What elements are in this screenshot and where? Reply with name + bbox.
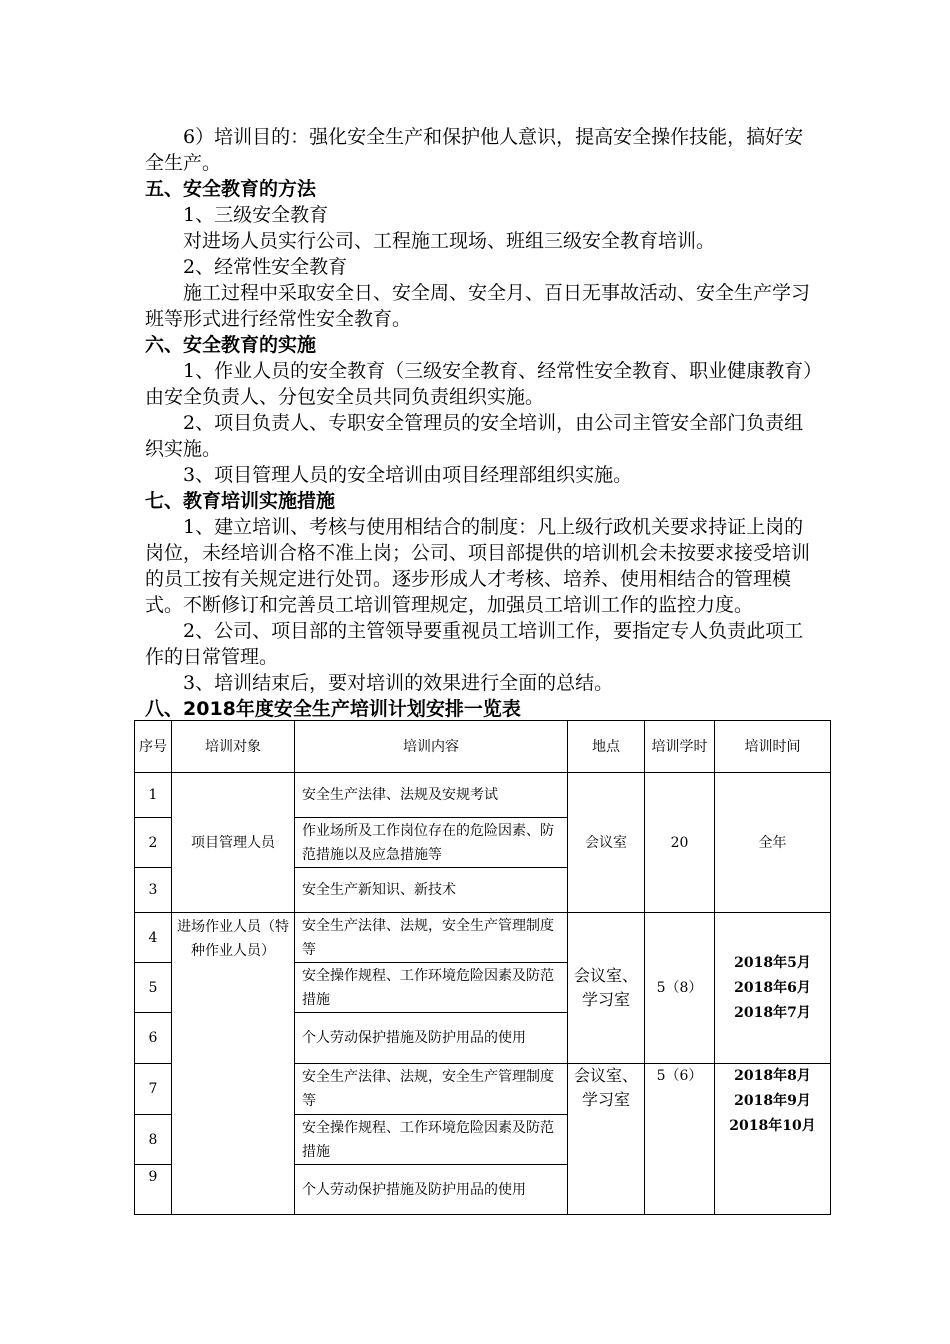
header-no: 序号 xyxy=(135,721,172,773)
header-target: 培训对象 xyxy=(172,721,295,773)
content-cell: 安全生产新知识、新技术 xyxy=(295,868,568,913)
row-no: 2 xyxy=(135,818,172,868)
row-no: 1 xyxy=(135,773,172,818)
paragraph-6-2: 2、项目负责人、专职安全管理员的安全培训，由公司主管安全部门负责组织实施。 xyxy=(145,412,804,460)
content-cell: 安全生产法律、法规及安规考试 xyxy=(295,773,568,818)
paragraph-7-1: 1、建立培训、考核与使用相结合的制度：凡上级行政机关要求持证上岗的岗位，未经培训合格不准上岗；公司、项目部提供的培训机会未按要求接受培训的员工按有关规定进行处罚。逐步形成人才考核、培养、使用相结合的管理模式。不断修订和完善员工培训管理规定，加强员工培训工作的监控力度。 xyxy=(145,516,811,616)
time-line: 2018年5月 xyxy=(734,954,811,971)
header-place: 地点 xyxy=(568,721,645,773)
paragraph-6-1: 1、作业人员的安全教育（三级安全教育、经常性安全教育、职业健康教育）由安全负责人、分包安全员共同负责组织实施。 xyxy=(145,360,813,408)
subheading-5-1: 1、三级安全教育 xyxy=(183,204,329,226)
time-cell: 全年 xyxy=(715,773,831,913)
target-cell: 进场作业人员（特种作业人员） xyxy=(172,913,295,1215)
content-cell: 安全生产法律、法规，安全生产管理制度等 xyxy=(295,1064,568,1115)
row-no: 6 xyxy=(135,1013,172,1064)
place-cell: 会议室 xyxy=(568,773,645,913)
time-cell xyxy=(715,1064,831,1215)
paragraph-5-2: 施工过程中采取安全日、安全周、安全月、百日无事故活动、安全生产学习班等形式进行经常性安全教育。 xyxy=(145,282,811,330)
header-hours: 培训学时 xyxy=(645,721,715,773)
time-line: 2018年6月 xyxy=(734,979,811,996)
time-line: 2018年10月 xyxy=(729,1118,816,1134)
row-no: 8 xyxy=(135,1115,172,1165)
target-cell: 项目管理人员 xyxy=(172,773,295,913)
row-no: 9 xyxy=(135,1165,172,1215)
time-cell xyxy=(715,913,831,1064)
table-header-row xyxy=(135,721,831,773)
content-cell: 个人劳动保护措施及防护用品的使用 xyxy=(295,1165,568,1215)
row-no: 4 xyxy=(135,913,172,963)
place-cell: 会议室、学习室 xyxy=(568,1064,645,1215)
hours-cell: 5（8） xyxy=(645,913,715,1064)
heading-section-5: 五、安全教育的方法 xyxy=(145,178,317,200)
heading-section-7: 七、教育培训实施措施 xyxy=(145,490,336,512)
header-content: 培训内容 xyxy=(295,721,568,773)
paragraph-5-1: 对进场人员实行公司、工程施工现场、班组三级安全教育培训。 xyxy=(183,230,716,252)
hours-cell: 20 xyxy=(645,773,715,913)
paragraph-7-2: 2、公司、项目部的主管领导要重视员工培训工作，要指定专人负责此项工作的日常管理。 xyxy=(145,620,804,668)
heading-section-8: 八、2018年度安全生产培训计划安排一览表 xyxy=(145,698,521,720)
content-cell: 个人劳动保护措施及防护用品的使用 xyxy=(295,1013,568,1064)
content-cell: 安全生产法律、法规，安全生产管理制度等 xyxy=(295,913,568,963)
paragraph-training-purpose: 6）培训目的：强化安全生产和保护他人意识，提高安全操作技能，搞好安全生产。 xyxy=(145,126,804,174)
header-time: 培训时间 xyxy=(715,721,831,773)
time-line: 2018年9月 xyxy=(734,1093,811,1109)
content-cell: 安全操作规程、工作环境危险因素及防范措施 xyxy=(295,1115,568,1165)
row-no: 3 xyxy=(135,868,172,913)
document-body xyxy=(145,118,815,722)
training-plan-table xyxy=(134,720,831,1215)
subheading-5-2: 2、经常性安全教育 xyxy=(183,256,348,278)
paragraph-6-3: 3、项目管理人员的安全培训由项目经理部组织实施。 xyxy=(183,464,633,486)
place-cell: 会议室、学习室 xyxy=(568,913,645,1064)
time-line: 2018年8月 xyxy=(734,1068,811,1084)
training-plan-table-wrap xyxy=(134,720,831,1215)
content-cell: 作业场所及工作岗位存在的危险因素、防范措施以及应急措施等 xyxy=(295,818,568,868)
table-row xyxy=(135,913,831,963)
table-row xyxy=(135,773,831,818)
row-no: 5 xyxy=(135,963,172,1013)
row-no: 7 xyxy=(135,1064,172,1115)
heading-section-6: 六、安全教育的实施 xyxy=(145,334,317,356)
content-cell: 安全操作规程、工作环境危险因素及防范措施 xyxy=(295,963,568,1013)
time-line: 2018年7月 xyxy=(734,1004,811,1021)
paragraph-7-3: 3、培训结束后，要对培训的效果进行全面的总结。 xyxy=(183,672,614,694)
hours-cell: 5（6） xyxy=(645,1064,715,1215)
